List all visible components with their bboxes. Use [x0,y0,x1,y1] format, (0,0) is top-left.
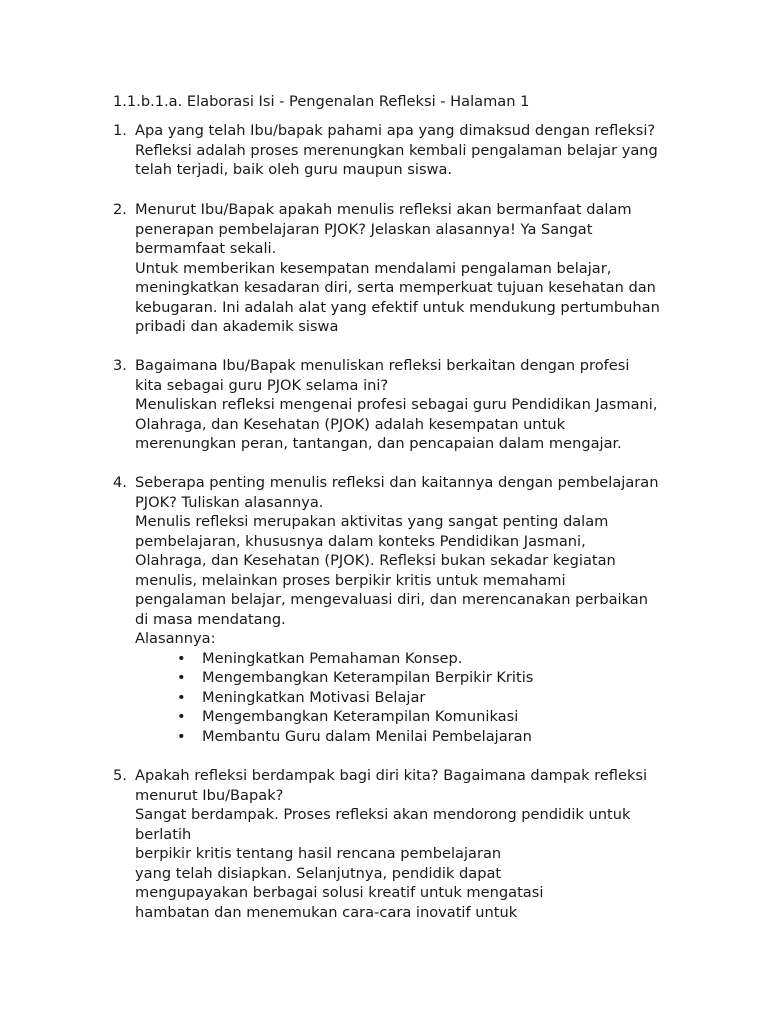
list-item-text: Meningkatkan Pemahaman Konsep. [202,649,463,667]
answer-line: hambatan dan menemukan cara-cara inovatif untuk [135,903,518,921]
item-body [135,356,713,454]
bullet-icon: • [177,688,186,706]
answer-line: pengalaman belajar, mengevaluasi diri, dan merencanakan perbaikan [135,591,648,608]
bullet-icon: • [177,727,186,745]
item-number: 3. [113,357,127,374]
list-item [135,649,713,669]
item-number: 1. [113,122,127,139]
list-item-text: Membantu Guru dalam Menilai Pembelajaran [202,727,532,745]
answer-line: Olahraga, dan Kesehatan (PJOK) adalah kesempatan untuk [135,415,566,433]
answer-line: Menulis refleksi merupakan aktivitas yang sangat penting dalam [135,513,609,530]
numbered-item-2 [113,200,713,337]
numbered-item-5 [113,766,713,922]
list-item-text: Mengembangkan Keterampilan Komunikasi [202,708,519,725]
answer-line: Untuk memberikan kesempatan mendalami pengalaman belajar, [135,259,612,277]
document-title: 1.1.b.1.a. Elaborasi Isi - Pengenalan Refleksi - Halaman 1 [113,93,530,110]
question-line: PJOK? Tuliskan alasannya. [135,493,324,511]
item-body [135,121,713,180]
question-line: kita sebagai guru PJOK selama ini? [135,376,389,394]
list-item [135,688,713,708]
answer-line: telah terjadi, baik oleh guru maupun siswa. [135,161,453,178]
answer-line: di masa mendatang. [135,610,286,628]
list-item [135,727,713,747]
bullet-icon: • [177,669,186,686]
numbered-item-3 [113,356,713,454]
answer-line: mengupayakan berbagai solusi kreatif untuk mengatasi [135,884,544,901]
item-body [135,200,713,337]
answer-line: Alasannya: [135,630,216,647]
question-line: Menurut Ibu/Bapak apakah menulis refleksi akan bermanfaat dalam [135,201,632,218]
item-body [135,766,713,922]
item-number: 2. [113,201,127,218]
answer-line: bermamfaat sekali. [135,240,277,257]
answer-line: Menuliskan refleksi mengenai profesi sebagai guru Pendidikan Jasmani, [135,396,658,413]
list-item [135,707,713,727]
bullet-icon: • [177,708,186,725]
answer-line: Refleksi adalah proses merenungkan kembali pengalaman belajar yang [135,141,658,159]
question-line: Bagaimana Ibu/Bapak menuliskan refleksi berkaitan dengan profesi [135,357,630,374]
item-number: 4. [113,474,127,491]
reasons-bullet-list [135,649,713,747]
numbered-item-4 [113,473,713,746]
list-item-text: Mengembangkan Keterampilan Berpikir Kritis [202,669,534,686]
answer-line: pribadi dan akademik siswa [135,318,339,335]
answer-line: Olahraga, dan Kesehatan (PJOK). Refleksi bukan sekadar kegiatan [135,552,616,569]
answer-line: berlatih [135,825,192,843]
answer-line: Sangat berdampak. Proses refleksi akan mendorong pendidik untuk [135,806,631,823]
question-line: Apa yang telah Ibu/bapak pahami apa yang dimaksud dengan refleksi? [135,122,656,139]
answer-line: meningkatkan kesadaran diri, serta memperkuat tujuan kesehatan dan [135,279,656,296]
numbered-item-1 [113,121,713,180]
answer-line: berpikir kritis tentang hasil rencana pembelajaran [135,845,502,862]
answer-line: merenungkan peran, tantangan, dan pencapaian dalam mengajar. [135,435,622,452]
answer-line: pembelajaran, khususnya dalam konteks Pendidikan Jasmani, [135,532,586,550]
answer-line: menulis, melainkan proses berpikir kritis untuk memahami [135,571,566,589]
list-item [135,668,713,688]
question-line: Seberapa penting menulis refleksi dan kaitannya dengan pembelajaran [135,474,659,491]
answer-line: kebugaran. Ini adalah alat yang efektif untuk mendukung pertumbuhan [135,298,660,316]
answer-line: yang telah disiapkan. Selanjutnya, pendidik dapat [135,864,502,882]
bullet-icon: • [177,649,186,667]
item-body [135,473,713,746]
question-line: Apakah refleksi berdampak bagi diri kita? Bagaimana dampak refleksi [135,767,648,784]
item-number: 5. [113,767,127,784]
list-item-text: Meningkatkan Motivasi Belajar [202,688,426,706]
question-line: menurut Ibu/Bapak? [135,786,284,804]
question-line: penerapan pembelajaran PJOK? Jelaskan alasannya! Ya Sangat [135,220,593,238]
